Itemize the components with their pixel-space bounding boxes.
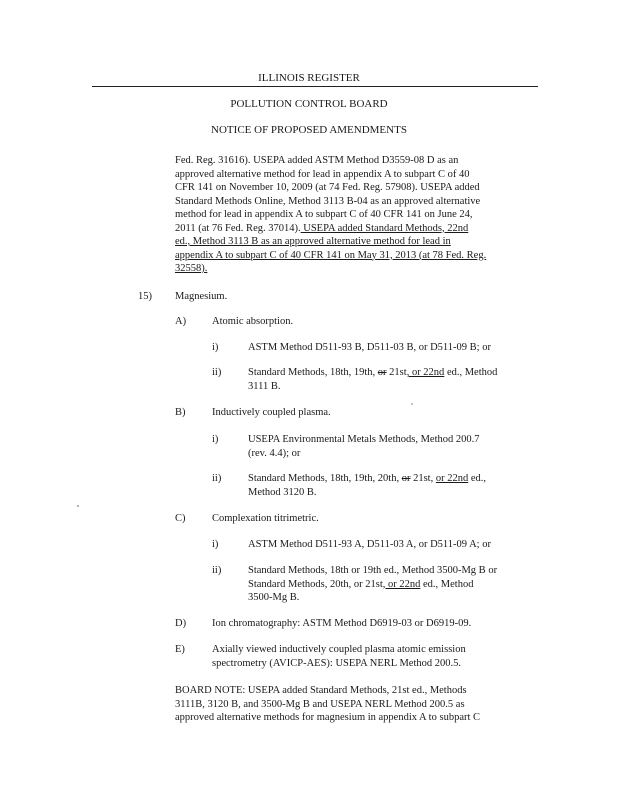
clause-label: ii) xyxy=(212,565,222,576)
subsection-label: A) xyxy=(175,316,187,327)
item-number: 15) xyxy=(138,291,152,302)
subsection-title: Atomic absorption. xyxy=(212,316,294,327)
subsection-label: D) xyxy=(175,618,187,629)
clause-label: i) xyxy=(212,434,219,445)
subsection-label: C) xyxy=(175,513,186,524)
intro-underlined: ed., Method 3113 B as an approved alternative method for lead in xyxy=(175,236,451,247)
register-title: ILLINOIS REGISTER xyxy=(258,72,360,84)
subsection-label: E) xyxy=(175,644,185,655)
subsection-text: Ion chromatography: ASTM Method D6919-03 or D6919-09. xyxy=(212,618,472,629)
clause-label: i) xyxy=(212,342,219,353)
clause-label: ii) xyxy=(212,473,222,484)
clause-text: ASTM Method D511-93 A, D511-03 A, or D511-09 A; or xyxy=(248,539,491,550)
inserted-text: , or 22nd xyxy=(406,367,445,378)
intro-line: Fed. Reg. 31616). USEPA added ASTM Method D3559-08 D as an xyxy=(175,155,459,166)
subsection-label: B) xyxy=(175,407,186,418)
notice-title: NOTICE OF PROPOSED AMENDMENTS xyxy=(211,124,407,136)
board-title: POLLUTION CONTROL BOARD xyxy=(230,98,388,110)
clause-label: i) xyxy=(212,539,219,550)
intro-underlined: appendix A to subpart C of 40 CFR 141 on May 31, 2013 (at 78 Fed. Reg. xyxy=(175,249,487,261)
clause-text: Standard Methods, 18th or 19th ed., Method 3500-Mg B or Standard Methods, 20th, or 21st, or 22nd ed., Method 3500-Mg B. xyxy=(248,565,498,603)
clause-text: USEPA Environmental Metals Methods, Method 200.7 (rev. 4.4); or xyxy=(248,434,480,459)
struck-text: or xyxy=(377,367,387,378)
clause-text: ASTM Method D511-93 B, D511-03 B, or D511-09 B; or xyxy=(248,342,491,353)
intro-text: 2011 (at 76 Fed. Reg. 37014). xyxy=(175,222,301,234)
inserted-text: or 22nd xyxy=(435,473,469,484)
inserted-text: , or 22nd xyxy=(382,578,421,590)
intro-underlined: USEPA added Standard Methods, 22nd xyxy=(300,222,469,234)
subsection-text: Axially viewed inductively coupled plasma atomic emission spectrometry (AVICP-AES): USEPA NERL Method 200.5. xyxy=(212,644,466,669)
item-title: Magnesium. xyxy=(175,291,228,302)
intro-line: Standard Methods Online, Method 3113 B-04 as an approved alternative xyxy=(175,195,481,207)
intro-underlined: 32558). xyxy=(175,263,208,274)
subsection-title: Complexation titrimetric. xyxy=(212,513,319,524)
clause-text: Standard Methods, 18th, 19th, or 21st, or 22nd ed., Method 3111 B. xyxy=(248,367,498,392)
subsection-title: Inductively coupled plasma. xyxy=(212,407,331,418)
intro-line: CFR 141 on November 10, 2009 (at 74 Fed. Reg. 57908). USEPA added xyxy=(175,182,480,193)
struck-text: or xyxy=(401,473,411,484)
board-note: BOARD NOTE: USEPA added Standard Methods, 21st ed., Methods 3111B, 3120 B, and 3500-Mg B and USEPA NERL Method 200.5 as approved alternative methods for magnesium in appendix A to subpart C xyxy=(175,685,481,723)
clause-text: Standard Methods, 18th, 19th, 20th, or 21st, or 22nd ed., Method 3120 B. xyxy=(248,473,487,498)
clause-label: ii) xyxy=(212,367,222,378)
intro-line: method for lead in appendix A to subpart C of 40 CFR 141 on June 24, xyxy=(175,209,473,220)
intro-line: approved alternative method for lead in appendix A to subpart C of 40 xyxy=(175,168,470,180)
